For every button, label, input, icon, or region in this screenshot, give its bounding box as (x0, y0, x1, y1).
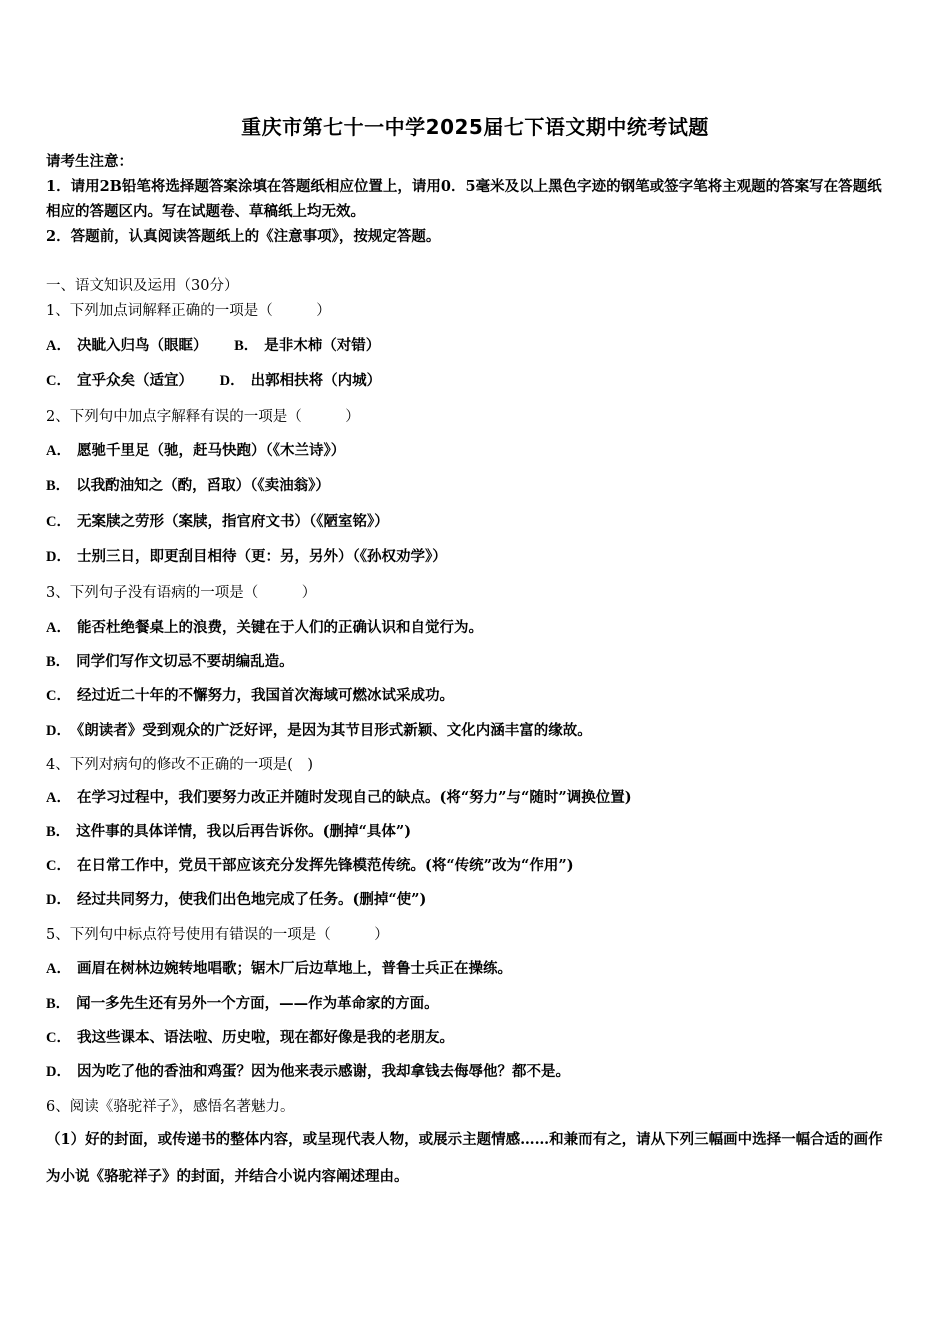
notice-block (46, 149, 896, 249)
notice-head: 请考生注意： (46, 153, 133, 170)
question-6-part-1: （1）好的封面，或传递书的整体内容，或呈现代表人物，或展示主题情感……和兼而有之，请从下列三幅画中选择一幅合适的画作为小说《骆驼祥子》的封面，并结合小说内容阐述理由。 (46, 1131, 883, 1185)
question-5-stem: 5、下列句中标点符号使用有错误的一项是（ ） (46, 927, 389, 943)
option-a[interactable]: A． 在学习过程中，我们要努力改正并随时发现自己的缺点。(将“努力”与“随时”调换位置) (46, 789, 632, 806)
option-d[interactable]: D． 《朗读者》受到观众的广泛好评，是因为其节目形式新颖、文化内涵丰富的缘故。 (46, 722, 592, 739)
option-b[interactable]: B． 闻一多先生还有另外一个方面，——作为革命家的方面。 (46, 995, 439, 1012)
option-c[interactable]: C． 在日常工作中，党员干部应该充分发挥先锋模范传统。(将“传统”改为“作用”) (46, 857, 574, 874)
option-d[interactable]: D． 因为吃了他的香油和鸡蛋？因为他来表示感谢，我却拿钱去侮辱他？都不是。 (46, 1063, 570, 1080)
option-b[interactable]: B． 是非木柿（对错） (234, 337, 381, 354)
question-1-options-row-1 (46, 335, 906, 357)
section-heading: 一、语文知识及运用（30分） (46, 278, 239, 294)
option-a[interactable]: A． 决眦入归鸟（眼眶） (46, 337, 208, 354)
question-1-stem: 1、下列加点词解释正确的一项是（ ） (46, 303, 331, 319)
question-4-stem: 4、下列对病句的修改不正确的一项是( ) (46, 757, 314, 773)
option-d[interactable]: D． 经过共同努力，使我们出色地完成了任务。(删掉“使”) (46, 891, 427, 908)
option-c[interactable]: C． 我这些课本、语法啦、历史啦，现在都好像是我的老朋友。 (46, 1029, 454, 1046)
option-c[interactable]: C． 无案牍之劳形（案牍，指官府文书）（《陋室铭》） (46, 513, 389, 530)
option-c[interactable]: C． 经过近二十年的不懈努力，我国首次海域可燃冰试采成功。 (46, 687, 454, 704)
page-title: 重庆市第七十一中学2025届七下语文期中统考试题 (241, 115, 709, 139)
option-a[interactable]: A． 愿驰千里足（驰，赶马快跑）（《木兰诗》） (46, 442, 346, 459)
option-d[interactable]: D． 士别三日，即更刮目相待（更：另，另外）（《孙权劝学》） (46, 548, 447, 565)
option-b[interactable]: B． 这件事的具体详情，我以后再告诉你。(删掉“具体”) (46, 823, 412, 840)
option-a[interactable]: A． 能否杜绝餐桌上的浪费，关键在于人们的正确认识和自觉行为。 (46, 619, 483, 636)
question-1-options-row-2 (46, 370, 906, 392)
question-2-stem: 2、下列句中加点字解释有误的一项是（ ） (46, 409, 360, 425)
notice-item: 2．答题前，认真阅读答题纸上的《注意事项》，按规定答题。 (46, 228, 441, 245)
question-3-stem: 3、下列句子没有语病的一项是（ ） (46, 585, 317, 601)
option-d[interactable]: D． 出郭相扶将（内城） (219, 372, 382, 389)
question-6-stem: 6、阅读《骆驼祥子》，感悟名著魅力。 (46, 1099, 295, 1115)
option-c[interactable]: C． 宜乎众矣（适宜） (46, 372, 193, 389)
notice-item: 1．请用2B铅笔将选择题答案涂填在答题纸相应位置上，请用0．5毫米及以上黑色字迹的钢笔或签字笔将主观题的答案写在答题纸相应的答题区内。写在试题卷、草稿纸上均无效。 (46, 178, 882, 220)
option-a[interactable]: A． 画眉在树林边婉转地唱歌；锯木厂后边草地上，普鲁士兵正在操练。 (46, 960, 512, 977)
option-b[interactable]: B． 同学们写作文切忌不要胡编乱造。 (46, 653, 294, 670)
option-b[interactable]: B． 以我酌油知之（酌，舀取）（《卖油翁》） (46, 477, 330, 494)
